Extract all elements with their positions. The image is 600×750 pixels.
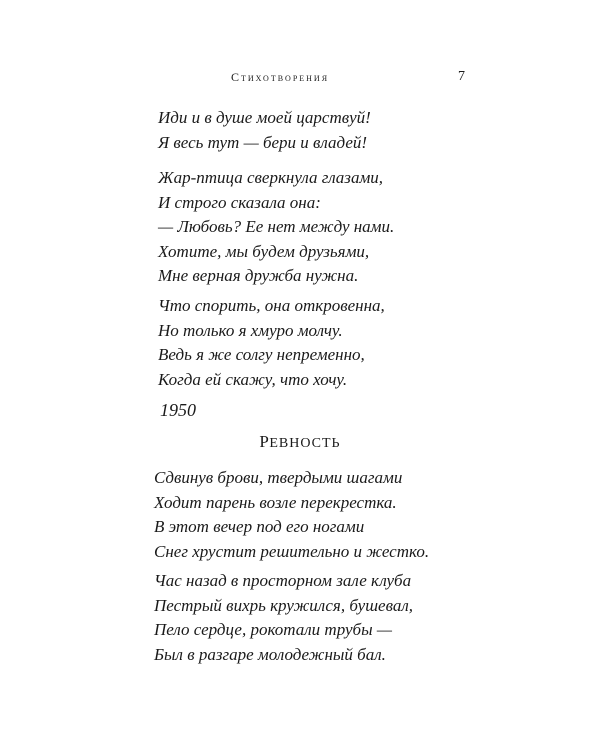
verse-line: Сдвинув брови, твердыми шагами [154,468,403,487]
stanza [154,569,413,667]
verse-line: Жар-птица сверкнула глазами, [158,168,384,187]
verse-line: Мне верная дружба нужна. [158,266,359,285]
verse-line: Иди и в душе моей царствуй! [158,108,371,127]
running-head: Стихотворения [231,70,330,84]
page-number: 7 [458,69,465,84]
verse-line: Но только я хмуро молчу. [158,320,343,340]
verse-line: Снег хрустит решительно и жестко. [154,541,430,561]
poem-title [0,432,600,452]
verse-line: Когда ей скажу, что хочу. [158,369,348,389]
verse-line: Ведь я же солгу непременно, [158,345,365,364]
stanza [158,106,371,155]
verse-line: Был в разгаре молодежный бал. [154,644,386,664]
poem-title-rest: ЕВНОСТЬ [269,436,341,451]
verse-line: Час назад в просторном зале клуба [154,571,412,590]
poem-date: 1950 [160,400,196,420]
verse-line: Пестрый вихрь кружился, бушевал, [154,595,414,615]
verse-line: И строго сказала она: [158,192,321,212]
verse-line: — Любовь? Ее нет между нами. [158,217,395,236]
poem-title-initial: Р [259,432,270,451]
verse-line: Хотите, мы будем друзьями, [158,241,370,261]
stanza [154,466,429,564]
verse-line: Пело сердце, рокотали трубы — [154,620,392,639]
stanza [158,166,394,289]
verse-line: В этот вечер под его ногами [154,517,365,536]
stanza [158,294,385,392]
verse-line: Ходит парень возле перекрестка. [154,492,397,512]
verse-line: Что спорить, она откровенна, [158,296,385,315]
verse-line: Я весь тут — бери и владей! [158,132,368,152]
